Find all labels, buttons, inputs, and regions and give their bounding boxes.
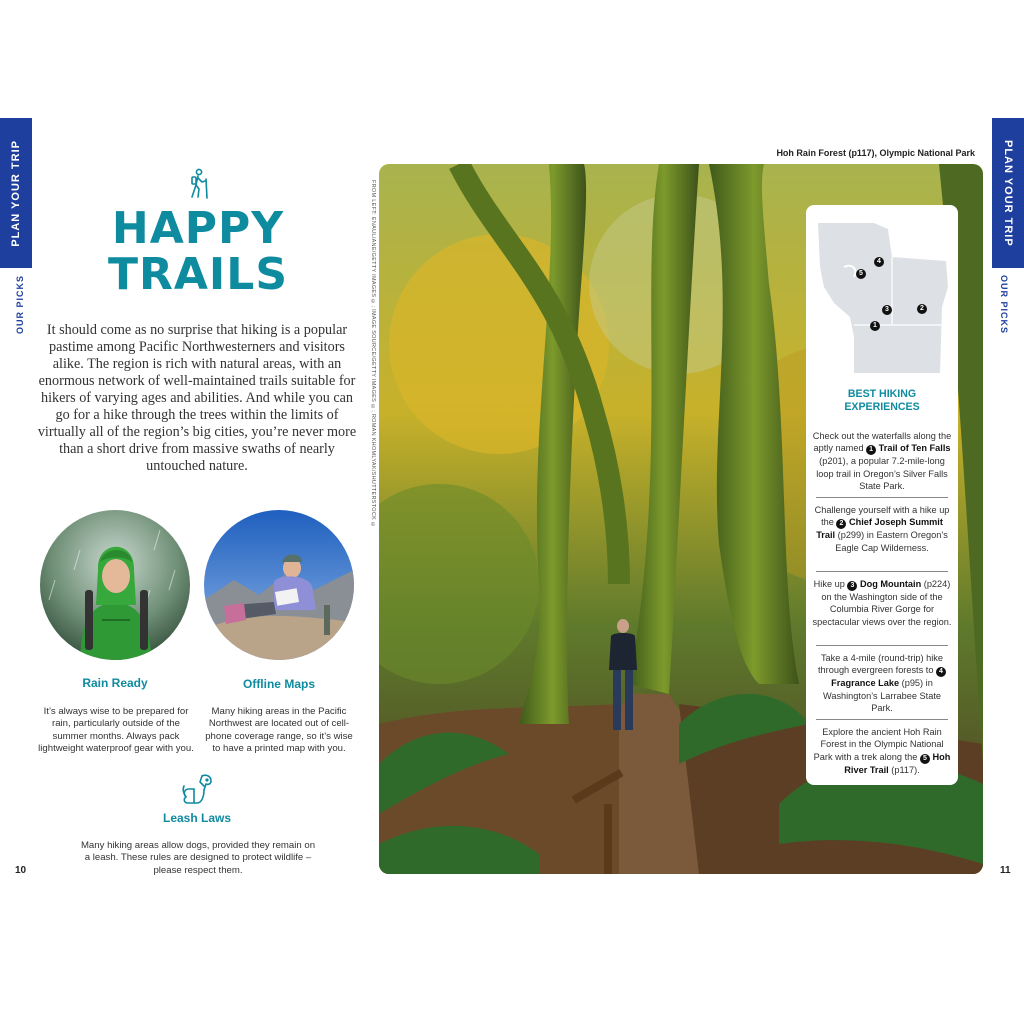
map-marker-1: 1 xyxy=(870,321,880,331)
region-map xyxy=(814,217,950,373)
card-divider xyxy=(816,571,948,572)
hike-item-name: Chief Joseph Summit Trail xyxy=(816,517,943,541)
sub-label-right: OUR PICKS xyxy=(999,275,1009,335)
photo-credit: FROM LEFT: ENAUL/ANE/GETTY IMAGES ©; IMAGE SOURCE/GETTY IMAGES ©; ROMAN KHOMLYAK/SHUTTERSTOCK © xyxy=(370,180,376,529)
map-marker-2: 2 xyxy=(917,304,927,314)
intro-paragraph: It should come as no surprise that hiking is a popular pastime among Pacific Northwesterners and visitors alike. The region is rich with natural areas, with an enormous network of well-maintained trails suitable for hikers of varying ages and abilities. And while you can go for a hike through the trees within the limits of virtually all of the region’s big cities, you’re never more than a short drive from massive swaths of nearly untouched nature. xyxy=(37,322,357,474)
hike-item-post: (p224) on the Washington side of the Columbia River Gorge for spectacular views over the region. xyxy=(812,579,952,627)
hike-item-pre: Explore the ancient Hoh Rain Forest in the Olympic National Park with a trek along the xyxy=(813,727,944,762)
card-divider xyxy=(816,497,948,498)
our-picks-label xyxy=(4,275,36,335)
plan-your-trip-tab xyxy=(0,118,32,268)
hike-item xyxy=(812,726,952,776)
leash-laws-heading: Leash Laws xyxy=(162,811,232,825)
rain-ready-photo xyxy=(40,510,190,660)
photo-caption: Hoh Rain Forest (p117), Olympic National Park xyxy=(776,148,975,158)
tab-label-right: PLAN YOUR TRIP xyxy=(1002,139,1014,247)
hike-item-post: (p117). xyxy=(888,764,920,775)
hike-item xyxy=(812,430,952,493)
hike-number-badge: 3 xyxy=(847,581,857,591)
hike-item-name: Trail of Ten Falls xyxy=(878,443,951,454)
hike-item-pre: Check out the waterfalls along the aptly named xyxy=(812,431,952,454)
map-marker-4: 4 xyxy=(874,257,884,267)
best-hiking-card xyxy=(806,205,958,785)
dog-icon xyxy=(180,772,216,806)
hike-item xyxy=(812,652,952,715)
card-heading-line-1: BEST HIKING xyxy=(847,388,917,400)
tab-label: PLAN YOUR TRIP xyxy=(10,139,22,247)
hike-item-pre: Hike up xyxy=(813,579,848,589)
rain-ready-text: It’s always wise to be prepared for rain, particularly outside of the summer months. Always pack lightweight waterproof gear with you. xyxy=(38,706,194,755)
plan-your-trip-tab-right xyxy=(992,118,1024,268)
map-marker-5: 5 xyxy=(856,269,866,279)
page-title xyxy=(80,203,316,300)
card-heading xyxy=(806,388,958,414)
hike-item xyxy=(812,578,952,628)
hike-item-name: Dog Mountain xyxy=(859,579,922,589)
title-line-1: HAPPY xyxy=(111,203,285,254)
card-heading-line-2: EXPERIENCES xyxy=(844,401,920,413)
hike-item-post: (p201), a popular 7.2-mile-long loop trail in Oregon’s Silver Falls State Park. xyxy=(816,456,948,492)
page-number-left: 10 xyxy=(15,865,27,876)
hike-item-pre: Challenge yourself with a hike up the xyxy=(814,505,950,528)
sub-label: OUR PICKS xyxy=(15,275,25,335)
hike-number-badge: 1 xyxy=(866,445,876,455)
card-divider xyxy=(816,645,948,646)
hike-item-name: Hoh River Trail xyxy=(844,751,951,775)
offline-maps-text: Many hiking areas in the Pacific Northwest are located out of cell-phone coverage range, so it’s wise to have a printed map with you. xyxy=(205,706,353,755)
map-marker-3: 3 xyxy=(882,305,892,315)
card-divider xyxy=(816,719,948,720)
hike-item-post: (p95) in Washington’s Larrabee State Park. xyxy=(823,678,941,714)
hike-item-pre: Take a 4-mile (round-trip) hike through evergreen forests to xyxy=(818,653,944,676)
hike-item xyxy=(812,504,952,554)
page-number-right: 11 xyxy=(1000,865,1011,876)
title-line-2: TRAILS xyxy=(107,249,289,300)
hike-item-post: (p299) in Eastern Oregon’s Eagle Cap Wilderness. xyxy=(835,530,948,553)
rain-ready-heading: Rain Ready xyxy=(82,676,148,690)
offline-maps-photo xyxy=(204,510,354,660)
hiker-icon xyxy=(186,168,210,200)
offline-maps-heading: Offline Maps xyxy=(242,677,315,691)
hike-number-badge: 5 xyxy=(920,754,930,764)
our-picks-label-right xyxy=(988,275,1020,335)
hike-number-badge: 2 xyxy=(836,519,846,529)
leash-laws-text: Many hiking areas allow dogs, provided they remain on a leash. These rules are designed to protect wildlife – please respect them. xyxy=(80,840,316,876)
hike-item-name: Fragrance Lake xyxy=(831,678,900,689)
hike-number-badge: 4 xyxy=(936,667,946,677)
